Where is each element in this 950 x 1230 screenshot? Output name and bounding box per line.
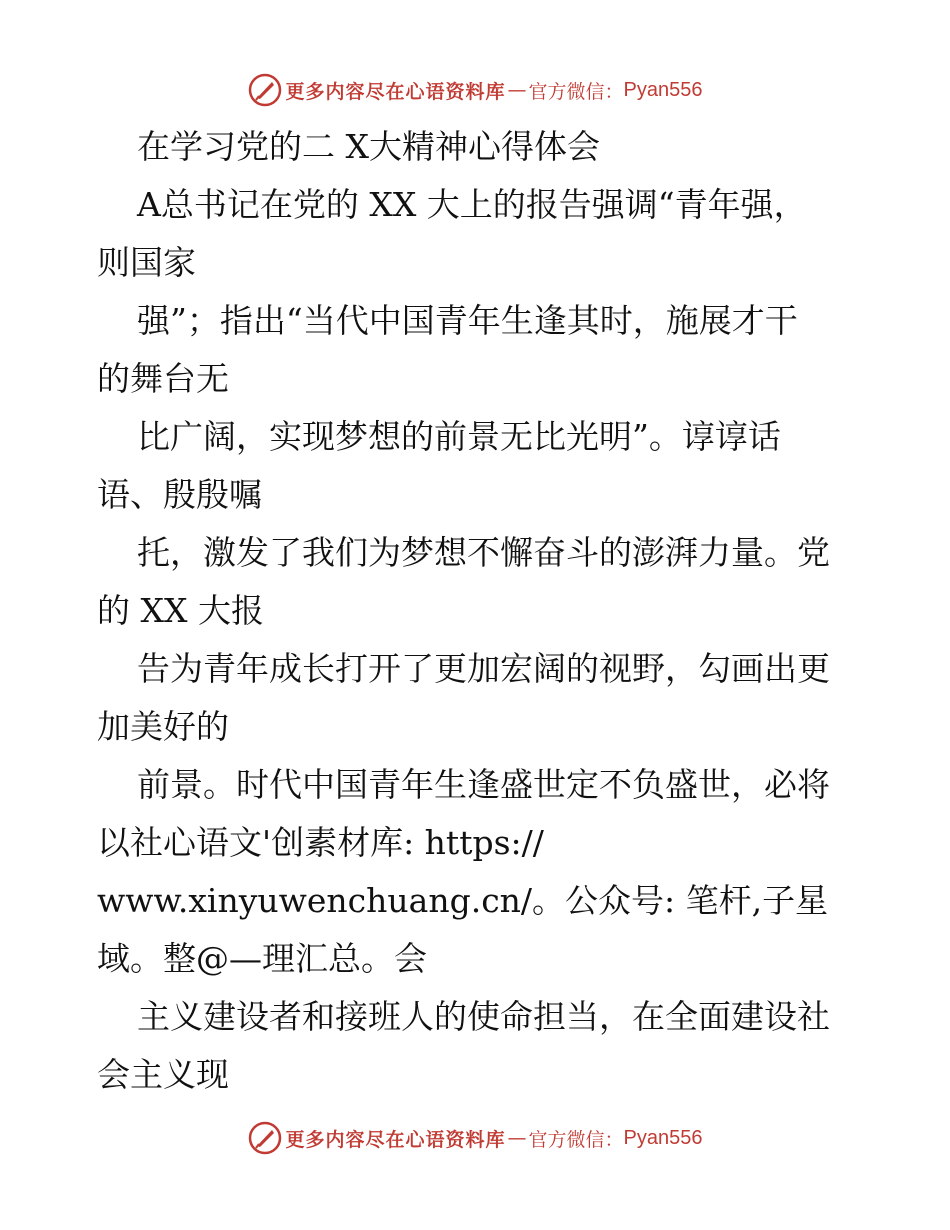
promo-text: 更多内容尽在心语资料库 — [285, 1128, 506, 1151]
doc-line: 主义建设者和接班人的使命担当，在全面建设社 — [137, 997, 830, 1036]
feather-pen-logo-icon — [248, 1121, 282, 1155]
doc-line: 托，激发了我们为梦想不懈奋斗的澎湃力量。党 — [137, 533, 830, 572]
doc-line: 则国家 — [97, 243, 196, 282]
banner-separator: — — [507, 79, 527, 101]
doc-line: A总书记在党的 XX 大上的报告强调“青年强， — [137, 185, 807, 224]
wechat-label: 官方微信： — [528, 1128, 624, 1151]
doc-line: 会主义现 — [97, 1055, 229, 1094]
doc-line: 语、殷殷嘱 — [97, 475, 262, 514]
doc-line: 告为青年成长打开了更加宏阔的视野，勾画出更 — [137, 649, 830, 688]
feather-pen-logo-icon — [248, 73, 282, 107]
doc-line: 的舞台无 — [97, 359, 229, 398]
doc-line: 在学习党的二 X大精神心得体会 — [137, 127, 600, 166]
wechat-id: Pyan556 — [623, 1126, 703, 1149]
doc-line: 比广阔，实现梦想的前景无比光明”。谆谆话 — [137, 417, 781, 456]
header-banner — [0, 70, 950, 110]
doc-line: 域。整@—理汇总。会 — [97, 939, 427, 978]
doc-line: 的 XX 大报 — [97, 591, 264, 630]
wechat-label: 官方微信： — [528, 80, 624, 103]
footer-banner — [0, 1118, 950, 1158]
doc-line: 加美好的 — [97, 707, 229, 746]
doc-line: 强”；指出“当代中国青年生逢其时，施展才干 — [137, 301, 798, 340]
doc-line: 以社心语文'创素材库: https:// — [97, 823, 544, 862]
promo-text: 更多内容尽在心语资料库 — [285, 80, 506, 103]
doc-line: 前景。时代中国青年生逢盛世定不负盛世，必将 — [137, 765, 830, 804]
document-body — [97, 118, 857, 1104]
wechat-id: Pyan556 — [623, 78, 703, 101]
doc-line: www.xinyuwenchuang.cn/。公众号: 笔杆,子星 — [97, 881, 829, 920]
banner-separator: — — [507, 1127, 527, 1149]
